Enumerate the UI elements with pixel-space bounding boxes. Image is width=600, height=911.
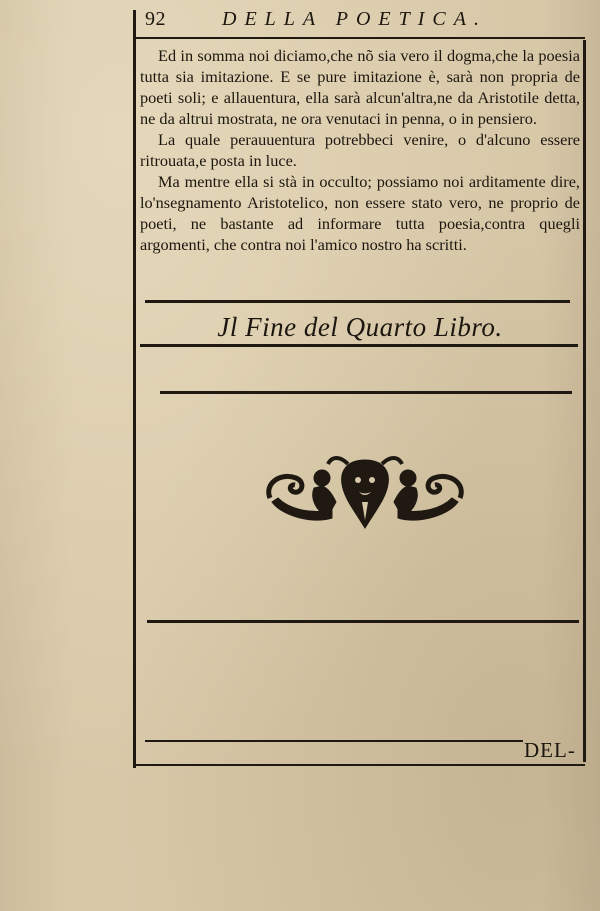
bottom-rule-lower bbox=[133, 764, 585, 766]
header-rule bbox=[133, 37, 585, 39]
closing-title: Jl Fine del Quarto Libro. bbox=[217, 312, 503, 342]
bottom-rule-upper bbox=[145, 740, 523, 742]
running-head: DELLA POETICA. bbox=[222, 8, 487, 30]
title-top-rule bbox=[145, 300, 570, 303]
body-text bbox=[140, 45, 580, 255]
title-bottom-rule bbox=[140, 344, 578, 347]
right-border-rule bbox=[583, 40, 586, 762]
page-number: 92 bbox=[145, 8, 166, 30]
left-border-rule bbox=[133, 10, 136, 768]
catchword: DEL- bbox=[524, 738, 576, 762]
woodcut-tailpiece-ornament bbox=[262, 454, 468, 534]
lower-rule bbox=[147, 620, 579, 623]
paragraph: Ed in somma noi diciamo,che nõ sia vero il dogma,che la poesia tutta sia imitazione. E se pure imitazione è, sarà non propria de poeti soli; e allauentura, ella sarà alcun'altra,ne da Aristotile detta, ne da altrui mostrata, ne ora venutaci in penna, o in pensiero. bbox=[140, 46, 580, 128]
decorative-rule bbox=[160, 391, 572, 394]
paragraph: Ma mentre ella si stà in occulto; possiamo noi arditamente dire, lo'nsegnamento Aristotelico, non essere stato vero, ne proprio de poeti, ne bastante ad informare tutta poesia,contra quegli argomenti, che contra noi l'amico nostro ha scritti. bbox=[140, 172, 580, 254]
paragraph: La quale perauuentura potrebbeci venire, o d'alcuno essere ritrouata,e posta in luce. bbox=[140, 130, 580, 170]
